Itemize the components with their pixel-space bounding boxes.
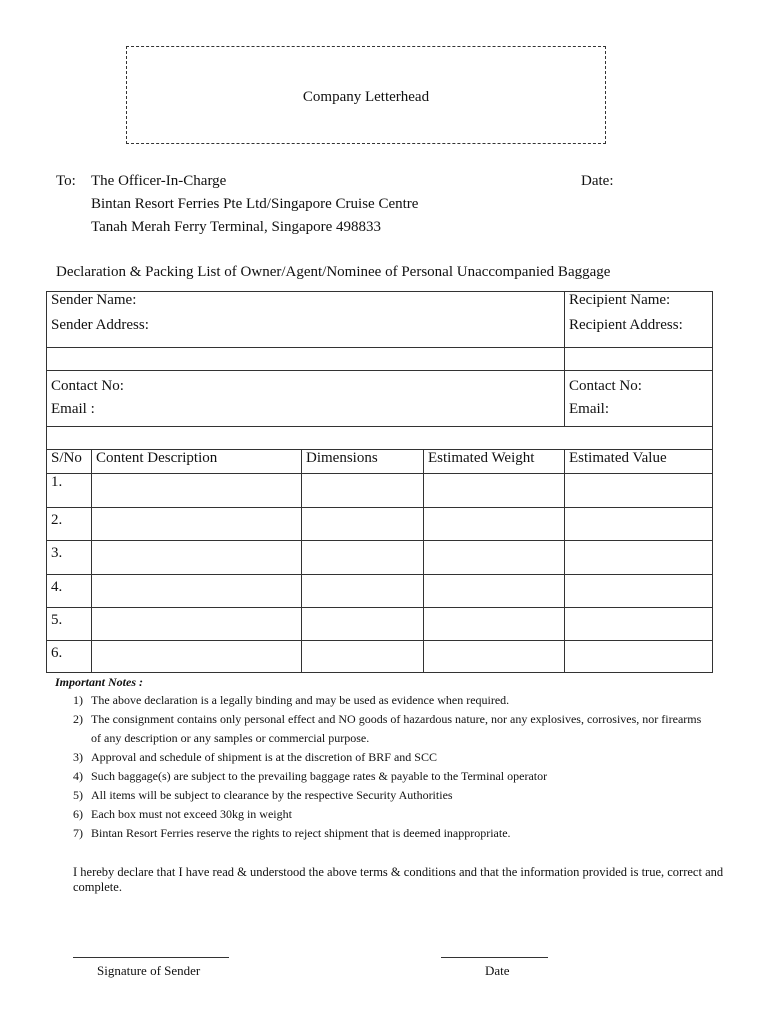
signature-line[interactable] — [73, 957, 229, 958]
dimensions-cell[interactable] — [302, 641, 424, 673]
value-cell[interactable] — [565, 508, 713, 541]
weight-cell[interactable] — [424, 474, 565, 508]
value-cell[interactable] — [565, 641, 713, 673]
note-number: 3) — [73, 750, 83, 764]
table-row — [47, 575, 713, 608]
value-cell[interactable] — [565, 575, 713, 608]
note-item — [73, 824, 713, 843]
note-item — [73, 786, 713, 805]
sender-address-extra-field[interactable] — [47, 348, 565, 371]
note-text: All items will be subject to clearance by the respective Security Authorities — [91, 788, 453, 802]
recipient-address-extra-field[interactable] — [565, 348, 713, 371]
value-cell[interactable] — [565, 474, 713, 508]
column-header: Dimensions — [302, 450, 424, 474]
row-number: 4. — [47, 575, 92, 608]
table-row — [47, 641, 713, 673]
notes-title: Important Notes : — [55, 675, 144, 689]
note-item — [73, 805, 713, 824]
recipient-line: Tanah Merah Ferry Terminal, Singapore 498833 — [91, 219, 382, 235]
note-number: 7) — [73, 826, 83, 840]
recipient-line: The Officer-In-Charge — [91, 173, 227, 189]
content-description-cell[interactable] — [92, 575, 302, 608]
sender-name-field[interactable]: Sender Name: — [47, 292, 565, 317]
note-text: The above declaration is a legally binding and may be used as evidence when required. — [91, 693, 510, 707]
sender-contact-field[interactable]: Contact No: — [47, 371, 565, 401]
form-heading: Declaration & Packing List of Owner/Agent/Nominee of Personal Unaccompanied Baggage — [56, 264, 611, 280]
row-number: 1. — [47, 474, 92, 508]
note-number: 1) — [73, 693, 83, 707]
recipient-address-field[interactable]: Recipient Address: — [565, 317, 713, 348]
note-number: 6) — [73, 807, 83, 821]
row-number: 2. — [47, 508, 92, 541]
dimensions-cell[interactable] — [302, 508, 424, 541]
recipient-address-block — [91, 170, 418, 239]
content-description-cell[interactable] — [92, 474, 302, 508]
dimensions-cell[interactable] — [302, 541, 424, 575]
value-cell[interactable] — [565, 541, 713, 575]
recipient-email-field[interactable]: Email: — [565, 401, 713, 427]
note-text: The consignment contains only personal effect and NO goods of hazardous nature, nor any explosives, corrosives, nor firearms of any description or any samples or commercial purpose. — [91, 712, 702, 745]
signature-label: Signature of Sender — [97, 963, 201, 978]
row-number: 3. — [47, 541, 92, 575]
dimensions-cell[interactable] — [302, 575, 424, 608]
dimensions-cell[interactable] — [302, 474, 424, 508]
sender-email-field[interactable]: Email : — [47, 401, 565, 427]
date-signature-line[interactable] — [441, 957, 548, 958]
content-description-cell[interactable] — [92, 608, 302, 641]
table-row — [47, 508, 713, 541]
note-number: 2) — [73, 712, 83, 726]
column-header: Content Description — [92, 450, 302, 474]
column-header: Estimated Value — [565, 450, 713, 474]
recipient-name-field[interactable]: Recipient Name: — [565, 292, 713, 317]
letterhead-text: Company Letterhead — [302, 89, 430, 105]
sender-address-field[interactable]: Sender Address: — [47, 317, 565, 348]
note-text: Approval and schedule of shipment is at the discretion of BRF and SCC — [91, 750, 437, 764]
table-row — [47, 608, 713, 641]
packing-list-table — [46, 291, 713, 673]
dimensions-cell[interactable] — [302, 608, 424, 641]
date-signature-label: Date — [485, 963, 510, 978]
note-item — [73, 767, 713, 786]
date-label: Date: — [581, 173, 614, 189]
note-text: Such baggage(s) are subject to the prevailing baggage rates & payable to the Terminal operator — [91, 769, 548, 783]
weight-cell[interactable] — [424, 575, 565, 608]
note-text: Each box must not exceed 30kg in weight — [91, 807, 292, 821]
recipient-contact-field[interactable]: Contact No: — [565, 371, 713, 401]
note-item — [73, 710, 713, 748]
weight-cell[interactable] — [424, 541, 565, 575]
weight-cell[interactable] — [424, 608, 565, 641]
to-label: To: — [56, 173, 76, 189]
declaration-text: I hereby declare that I have read & understood the above terms & conditions and that the information provided is true, correct and complete. — [73, 865, 724, 894]
spacer-row — [47, 427, 713, 450]
weight-cell[interactable] — [424, 508, 565, 541]
column-header: Estimated Weight — [424, 450, 565, 474]
note-item — [73, 691, 713, 710]
row-number: 5. — [47, 608, 92, 641]
letterhead-box — [126, 46, 606, 144]
content-description-cell[interactable] — [92, 541, 302, 575]
content-description-cell[interactable] — [92, 508, 302, 541]
note-item — [73, 748, 713, 767]
notes-list — [73, 691, 713, 843]
row-number: 6. — [47, 641, 92, 673]
weight-cell[interactable] — [424, 641, 565, 673]
recipient-line: Bintan Resort Ferries Pte Ltd/Singapore Cruise Centre — [91, 196, 419, 212]
table-row — [47, 541, 713, 575]
note-text: Bintan Resort Ferries reserve the rights to reject shipment that is deemed inappropriate. — [91, 826, 511, 840]
value-cell[interactable] — [565, 608, 713, 641]
content-description-cell[interactable] — [92, 641, 302, 673]
column-header: S/No — [47, 450, 92, 474]
note-number: 4) — [73, 769, 83, 783]
table-row — [47, 474, 713, 508]
note-number: 5) — [73, 788, 83, 802]
